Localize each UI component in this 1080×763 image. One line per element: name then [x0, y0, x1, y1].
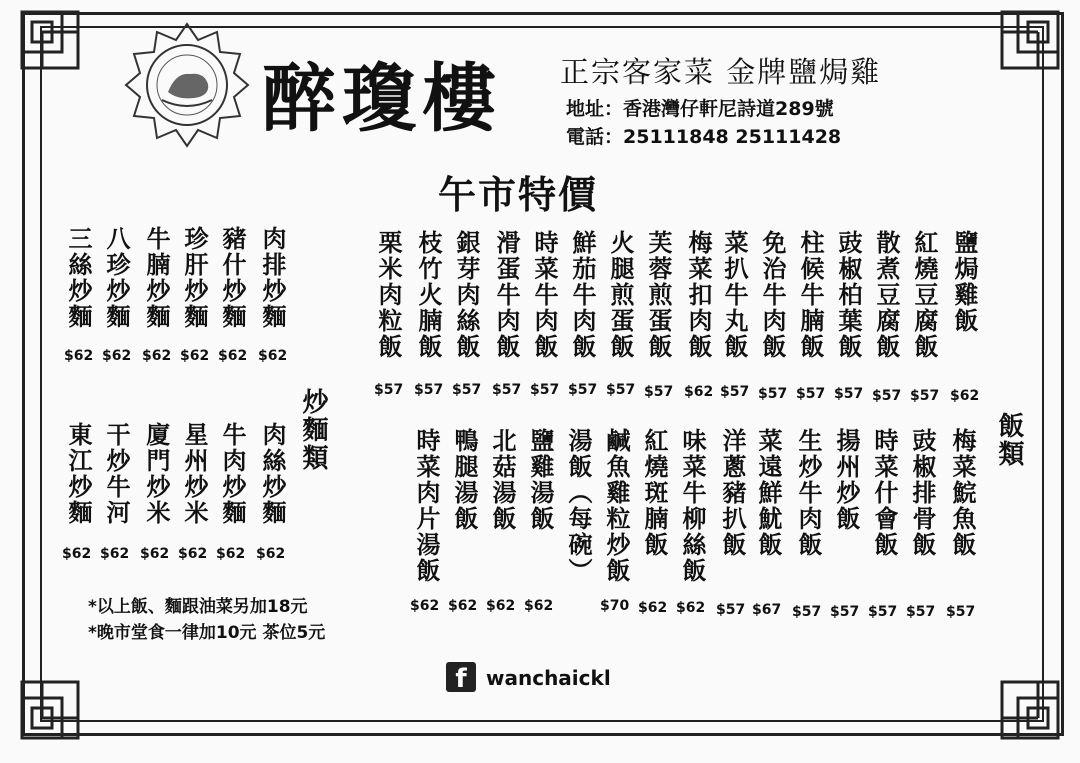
menu-item-price: $62	[676, 600, 706, 616]
menu-item-name: 鹹魚雞粒炒飯	[602, 428, 630, 584]
tagline: 正宗客家菜 金牌鹽焗雞	[560, 55, 882, 89]
menu-item-price: $57	[946, 604, 976, 620]
menu-item-price: $57	[834, 386, 864, 402]
noodle-category-label: 炒麵類	[298, 388, 328, 472]
menu-item-name: 豉椒排骨飯	[908, 428, 936, 558]
menu-item-name: 豉椒柏葉飯	[834, 230, 862, 360]
menu-item-name: 鹽焗雞飯	[950, 230, 978, 334]
menu-item-price: $62	[448, 598, 478, 614]
menu-item-price: $62	[684, 384, 714, 400]
menu-item-name: 肉絲炒麵	[258, 422, 286, 526]
menu-item-name: 珍肝炒麵	[180, 226, 208, 330]
menu-item-price: $62	[62, 546, 92, 562]
menu-item-name: 枝竹火腩飯	[414, 230, 442, 360]
menu-item-price: $57	[792, 604, 822, 620]
lunch-special-title: 午市特價	[438, 173, 599, 217]
menu-item-name: 紅燒斑腩飯	[640, 428, 668, 558]
menu-item-price: $70	[600, 598, 630, 614]
menu-item-price: $62	[638, 600, 668, 616]
menu-item-price: $62	[410, 598, 440, 614]
menu-item-price: $67	[752, 602, 782, 618]
menu-item-name: 芙蓉煎蛋飯	[644, 230, 672, 360]
menu-item-price: $62	[258, 348, 288, 364]
menu-item-price: $57	[644, 384, 674, 400]
menu-item-name: 栗米肉粒飯	[374, 230, 402, 360]
menu-item-name: 牛肉炒麵	[218, 422, 246, 526]
restaurant-seal-logo	[124, 22, 250, 148]
menu-item-price: $62	[256, 546, 286, 562]
menu-item-price: $57	[568, 382, 598, 398]
menu-item-price: $62	[950, 388, 980, 404]
menu-item-name: 牛腩炒麵	[142, 226, 170, 330]
facebook-icon: f	[446, 662, 476, 692]
menu-item-price: $57	[716, 602, 746, 618]
menu-item-price: $62	[102, 348, 132, 364]
menu-item-name: 梅菜鯇魚飯	[948, 428, 976, 558]
menu-item-name: 北菇湯飯	[488, 428, 516, 532]
menu-item-price: $62	[486, 598, 516, 614]
note-dinner-surcharge: *晚市堂食一律加10元 茶位5元	[88, 623, 326, 643]
menu-item-price: $62	[216, 546, 246, 562]
menu-item-price: $62	[218, 348, 248, 364]
menu-item-name: 時菜肉片湯飯	[412, 428, 440, 584]
menu-item-price: $57	[872, 388, 902, 404]
menu-item-price: $62	[180, 348, 210, 364]
menu-item-price: $57	[606, 382, 636, 398]
menu-item-price: $57	[796, 386, 826, 402]
menu-item-name: 東江炒麵	[64, 422, 92, 526]
menu-item-name: 洋蔥豬扒飯	[718, 428, 746, 558]
menu-item-price: $62	[142, 348, 172, 364]
menu-item-price: $62	[64, 348, 94, 364]
corner-ornament-bottom-left	[18, 672, 88, 742]
menu-item-price: $57	[530, 382, 560, 398]
menu-item-name: 湯飯（每碗）	[564, 428, 592, 584]
corner-ornament-top-left	[18, 8, 88, 78]
menu-item-name: 火腿煎蛋飯	[606, 230, 634, 360]
menu-item-price: $62	[178, 546, 208, 562]
corner-ornament-bottom-right	[992, 672, 1062, 742]
menu-item-name: 八珍炒麵	[102, 226, 130, 330]
menu-item-name: 生炒牛肉飯	[794, 428, 822, 558]
menu-item-name: 菜扒牛丸飯	[720, 230, 748, 360]
menu-item-name: 味菜牛柳絲飯	[678, 428, 706, 584]
rice-category-label: 飯類	[994, 412, 1024, 468]
menu-item-name: 廈門炒米	[142, 422, 170, 526]
menu-item-name: 紅燒豆腐飯	[910, 230, 938, 360]
menu-item-name: 時菜牛肉飯	[530, 230, 558, 360]
menu-item-name: 梅菜扣肉飯	[684, 230, 712, 360]
menu-item-price: $57	[720, 384, 750, 400]
menu-item-name: 豬什炒麵	[218, 226, 246, 330]
restaurant-name: 醉瓊樓	[262, 56, 502, 142]
menu-item-name: 菜遠鮮魷飯	[754, 428, 782, 558]
menu-item-price: $62	[140, 546, 170, 562]
menu-item-price: $57	[758, 386, 788, 402]
phone: 電話：25111848 25111428	[566, 126, 842, 148]
menu-item-price: $57	[868, 604, 898, 620]
menu-item-name: 時菜什會飯	[870, 428, 898, 558]
menu-item-name: 三絲炒麵	[64, 226, 92, 330]
menu-item-price: $57	[830, 604, 860, 620]
menu-item-name: 鹽雞湯飯	[526, 428, 554, 532]
menu-item-name: 銀芽肉絲飯	[452, 230, 480, 360]
menu-item-name: 鮮茄牛肉飯	[568, 230, 596, 360]
menu-item-name: 鴨腿湯飯	[450, 428, 478, 532]
facebook-handle: wanchaickl	[486, 666, 611, 690]
menu-item-price: $57	[374, 382, 404, 398]
note-extra-vegetables: *以上飯、麵跟油菜另加18元	[88, 597, 308, 617]
menu-item-name: 免治牛肉飯	[758, 230, 786, 360]
menu-item-price: $57	[414, 382, 444, 398]
menu-item-price: $57	[492, 382, 522, 398]
menu-item-price: $62	[100, 546, 130, 562]
menu-item-price: $62	[524, 598, 554, 614]
menu-item-name: 肉排炒麵	[258, 226, 286, 330]
menu-item-price: $57	[452, 382, 482, 398]
menu-item-name: 散煮豆腐飯	[872, 230, 900, 360]
address: 地址：香港灣仔軒尼詩道289號	[566, 98, 834, 120]
menu-item-name: 柱候牛腩飯	[796, 230, 824, 360]
menu-item-name: 揚州炒飯	[832, 428, 860, 532]
menu-item-name: 干炒牛河	[102, 422, 130, 526]
menu-item-name: 星州炒米	[180, 422, 208, 526]
menu-item-price: $57	[906, 604, 936, 620]
menu-item-price: $57	[910, 388, 940, 404]
menu-item-name: 滑蛋牛肉飯	[492, 230, 520, 360]
corner-ornament-top-right	[992, 8, 1062, 78]
